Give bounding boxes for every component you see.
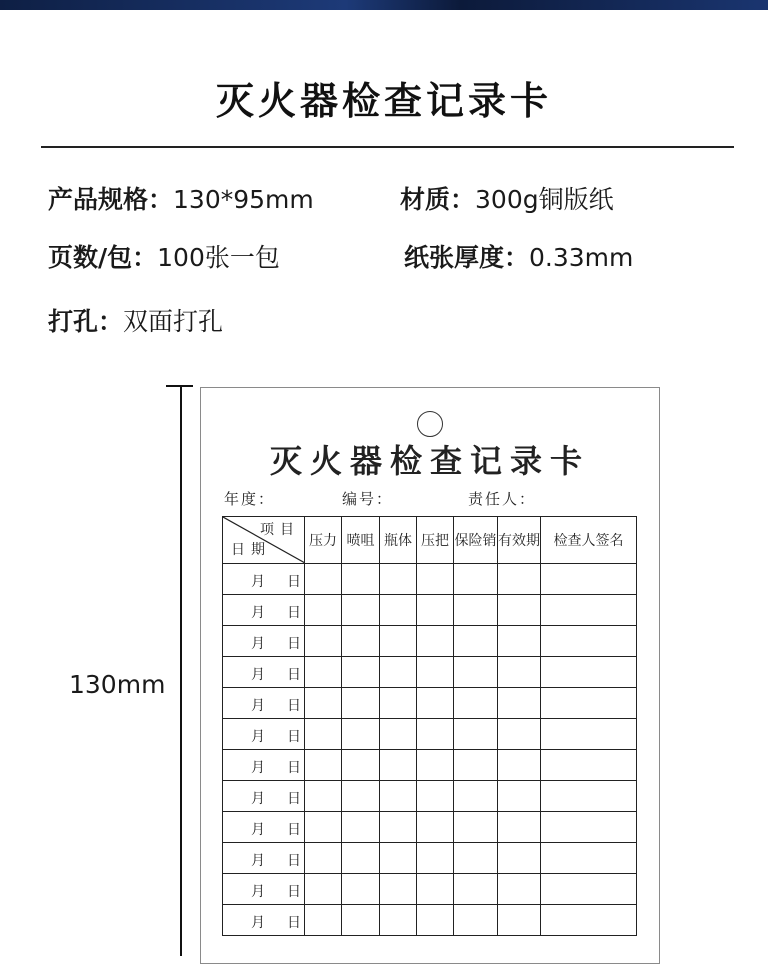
date-cell[interactable] [223, 564, 305, 595]
month-label: 月 [251, 605, 265, 621]
month-label: 月 [251, 822, 265, 838]
day-label: 日 [287, 822, 301, 838]
date-cell[interactable] [223, 781, 305, 812]
col-safety-pin: 保险销 [454, 517, 498, 564]
dimension-label: 130mm [69, 670, 166, 699]
field-year: 年度： [224, 490, 276, 508]
table-row [223, 719, 637, 750]
entry-cell[interactable] [342, 688, 380, 719]
entry-cell[interactable] [305, 595, 342, 626]
day-label: 日 [287, 605, 301, 621]
day-label: 日 [287, 760, 301, 776]
entry-cell[interactable] [454, 719, 498, 750]
table-row [223, 750, 637, 781]
table-row [223, 843, 637, 874]
entry-cell[interactable] [454, 874, 498, 905]
spec-punch-label: 打孔： [48, 307, 124, 336]
col-inspector-signature: 检查人签名 [541, 517, 637, 564]
entry-cell[interactable] [305, 719, 342, 750]
entry-cell[interactable] [380, 719, 417, 750]
month-label: 月 [251, 915, 265, 931]
table-row [223, 657, 637, 688]
entry-cell[interactable] [380, 626, 417, 657]
entry-cell[interactable] [498, 595, 541, 626]
day-label: 日 [287, 853, 301, 869]
spec-size [48, 180, 314, 216]
day-label: 日 [287, 574, 301, 590]
entry-cell[interactable] [305, 688, 342, 719]
day-label: 日 [287, 791, 301, 807]
title-divider [41, 146, 734, 148]
entry-cell[interactable] [380, 874, 417, 905]
entry-cell[interactable] [498, 874, 541, 905]
entry-cell[interactable] [541, 688, 637, 719]
entry-cell[interactable] [305, 657, 342, 688]
entry-cell[interactable] [417, 688, 454, 719]
spec-punch [48, 302, 223, 338]
entry-cell[interactable] [342, 874, 380, 905]
entry-cell[interactable] [342, 843, 380, 874]
col-cylinder: 瓶体 [380, 517, 417, 564]
corner-item-label: 项目 [260, 522, 300, 538]
entry-cell[interactable] [342, 750, 380, 781]
entry-cell[interactable] [380, 812, 417, 843]
day-label: 日 [287, 884, 301, 900]
spec-pack-label: 页数/包： [48, 243, 158, 272]
entry-cell[interactable] [498, 564, 541, 595]
month-label: 月 [251, 760, 265, 776]
entry-cell[interactable] [342, 564, 380, 595]
spec-thickness-label: 纸张厚度： [404, 243, 530, 272]
entry-cell[interactable] [342, 812, 380, 843]
card-title: 灭火器检查记录卡 [269, 442, 590, 480]
entry-cell[interactable] [454, 564, 498, 595]
table-header-row [223, 517, 637, 564]
entry-cell[interactable] [498, 719, 541, 750]
entry-cell[interactable] [454, 905, 498, 936]
field-owner: 责任人： [468, 490, 537, 508]
entry-cell[interactable] [541, 843, 637, 874]
entry-cell[interactable] [417, 905, 454, 936]
entry-cell[interactable] [498, 657, 541, 688]
entry-cell[interactable] [305, 781, 342, 812]
col-handle: 压把 [417, 517, 454, 564]
entry-cell[interactable] [342, 657, 380, 688]
entry-cell[interactable] [498, 905, 541, 936]
entry-cell[interactable] [454, 812, 498, 843]
entry-cell[interactable] [417, 843, 454, 874]
day-label: 日 [287, 915, 301, 931]
entry-cell[interactable] [417, 564, 454, 595]
entry-cell[interactable] [305, 874, 342, 905]
entry-cell[interactable] [541, 781, 637, 812]
entry-cell[interactable] [380, 595, 417, 626]
month-label: 月 [251, 853, 265, 869]
spec-material [400, 180, 614, 216]
table-row [223, 688, 637, 719]
entry-cell[interactable] [380, 688, 417, 719]
punch-hole [417, 411, 443, 437]
date-cell[interactable] [223, 812, 305, 843]
date-cell[interactable] [223, 874, 305, 905]
col-expiry: 有效期 [498, 517, 541, 564]
entry-cell[interactable] [380, 905, 417, 936]
entry-cell[interactable] [498, 750, 541, 781]
dimension-line [180, 386, 182, 956]
entry-cell[interactable] [342, 905, 380, 936]
table-row [223, 564, 637, 595]
spec-pack-value: 100张一包 [157, 243, 280, 272]
entry-cell[interactable] [417, 781, 454, 812]
entry-cell[interactable] [541, 564, 637, 595]
entry-cell[interactable] [541, 657, 637, 688]
entry-cell[interactable] [417, 595, 454, 626]
spec-pack [48, 238, 280, 274]
entry-cell[interactable] [342, 626, 380, 657]
entry-cell[interactable] [417, 719, 454, 750]
entry-cell[interactable] [380, 657, 417, 688]
entry-cell[interactable] [305, 905, 342, 936]
entry-cell[interactable] [380, 750, 417, 781]
spec-thickness-value: 0.33mm [529, 243, 634, 272]
entry-cell[interactable] [454, 688, 498, 719]
table-row [223, 595, 637, 626]
month-label: 月 [251, 791, 265, 807]
date-cell[interactable] [223, 688, 305, 719]
entry-cell[interactable] [417, 750, 454, 781]
month-label: 月 [251, 636, 265, 652]
col-nozzle: 喷咀 [342, 517, 380, 564]
table-row [223, 905, 637, 936]
spec-size-label: 产品规格： [48, 185, 174, 214]
spec-material-value: 300g铜版纸 [475, 185, 614, 214]
entry-cell[interactable] [342, 595, 380, 626]
spec-material-label: 材质： [400, 185, 476, 214]
spec-size-value: 130*95mm [173, 185, 314, 214]
entry-cell[interactable] [380, 781, 417, 812]
entry-cell[interactable] [541, 905, 637, 936]
day-label: 日 [287, 698, 301, 714]
page-title: 灭火器检查记录卡 [215, 79, 552, 123]
entry-cell[interactable] [305, 626, 342, 657]
entry-cell[interactable] [305, 843, 342, 874]
entry-cell[interactable] [541, 719, 637, 750]
date-cell[interactable] [223, 626, 305, 657]
entry-cell[interactable] [541, 812, 637, 843]
date-cell[interactable] [223, 843, 305, 874]
top-banner [0, 0, 768, 10]
entry-cell[interactable] [454, 657, 498, 688]
month-label: 月 [251, 729, 265, 745]
entry-cell[interactable] [454, 750, 498, 781]
date-cell[interactable] [223, 750, 305, 781]
field-number: 编号： [342, 490, 394, 508]
entry-cell[interactable] [454, 595, 498, 626]
entry-cell[interactable] [305, 812, 342, 843]
entry-cell[interactable] [380, 564, 417, 595]
entry-cell[interactable] [541, 595, 637, 626]
entry-cell[interactable] [541, 874, 637, 905]
col-pressure: 压力 [305, 517, 342, 564]
month-label: 月 [251, 667, 265, 683]
day-label: 日 [287, 636, 301, 652]
table-row [223, 812, 637, 843]
entry-cell[interactable] [541, 750, 637, 781]
day-label: 日 [287, 667, 301, 683]
date-cell[interactable] [223, 657, 305, 688]
spec-thickness [404, 238, 633, 274]
table-row [223, 781, 637, 812]
entry-cell[interactable] [454, 626, 498, 657]
entry-cell[interactable] [498, 688, 541, 719]
entry-cell[interactable] [498, 812, 541, 843]
entry-cell[interactable] [454, 781, 498, 812]
entry-cell[interactable] [454, 843, 498, 874]
entry-cell[interactable] [541, 626, 637, 657]
table-row [223, 626, 637, 657]
corner-header [223, 517, 305, 564]
month-label: 月 [251, 884, 265, 900]
day-label: 日 [287, 729, 301, 745]
entry-cell[interactable] [417, 874, 454, 905]
entry-cell[interactable] [498, 781, 541, 812]
month-label: 月 [251, 698, 265, 714]
entry-cell[interactable] [498, 626, 541, 657]
entry-cell[interactable] [305, 750, 342, 781]
table-row [223, 874, 637, 905]
record-table [222, 516, 637, 936]
entry-cell[interactable] [498, 843, 541, 874]
spec-punch-value: 双面打孔 [123, 307, 224, 336]
entry-cell[interactable] [342, 719, 380, 750]
entry-cell[interactable] [417, 626, 454, 657]
date-cell[interactable] [223, 595, 305, 626]
date-cell[interactable] [223, 719, 305, 750]
corner-date-label: 日期 [231, 542, 271, 558]
entry-cell[interactable] [417, 812, 454, 843]
entry-cell[interactable] [342, 781, 380, 812]
month-label: 月 [251, 574, 265, 590]
entry-cell[interactable] [380, 843, 417, 874]
entry-cell[interactable] [305, 564, 342, 595]
date-cell[interactable] [223, 905, 305, 936]
entry-cell[interactable] [417, 657, 454, 688]
